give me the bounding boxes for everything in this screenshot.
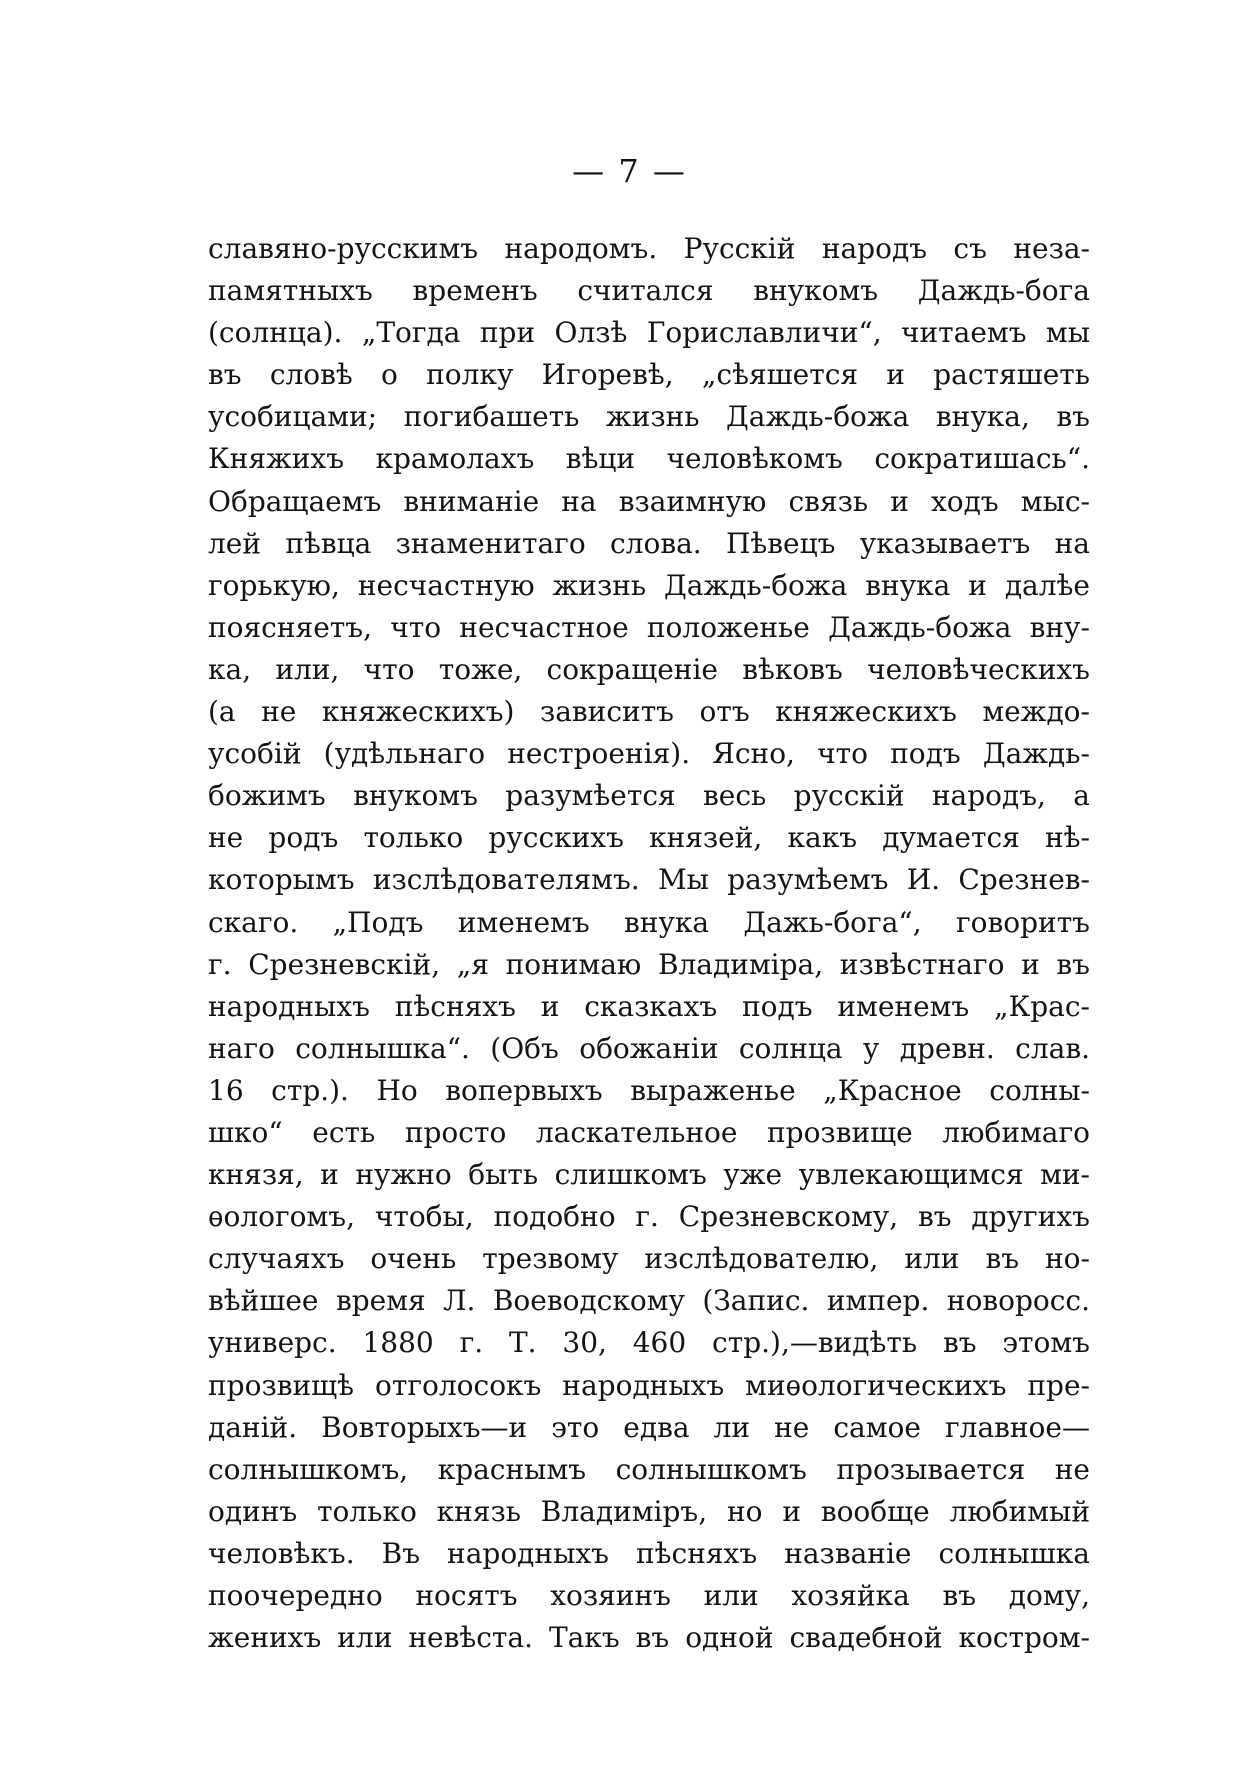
text-line: наго солнышка“. (Объ обожаніи солнца у древн. слав.	[208, 1031, 1090, 1065]
text-line: Княжихъ крамолахъ вѣци человѣкомъ сократишась“.	[208, 442, 1090, 476]
text-line: народныхъ пѣсняхъ и сказкахъ подъ именемъ „Крас-	[208, 989, 1090, 1023]
text-line: усобицами; погибашеть жизнь Даждь-божа внука, въ	[208, 400, 1090, 434]
text-line: лей пѣвца знаменитаго слова. Пѣвецъ указываетъ на	[208, 526, 1090, 560]
text-line: горькую, несчастную жизнь Даждь-божа внука и далѣе	[208, 568, 1090, 602]
text-line: которымъ изслѣдователямъ. Мы разумѣемъ И. Срезнев-	[208, 863, 1090, 897]
text-line: Обращаемъ вниманіе на взаимную связь и ходъ мыс-	[208, 484, 1090, 518]
text-line: (а не княжескихъ) зависитъ отъ княжескихъ междо-	[208, 695, 1090, 729]
text-line: ѳологомъ, чтобы, подобно г. Срезневскому, въ другихъ	[208, 1200, 1090, 1234]
text-line: не родъ только русскихъ князей, какъ думается нѣ-	[208, 821, 1090, 855]
text-line: одинъ только князь Владиміръ, но и вообще любимый	[208, 1494, 1090, 1528]
text-line: въ словѣ о полку Игоревѣ, „сѣяшется и растяшеть	[208, 358, 1090, 392]
text-line: поочередно носятъ хозяинъ или хозяйка въ дому,	[208, 1579, 1090, 1612]
text-line: даній. Вовторыхъ—и это едва ли не самое главное—	[208, 1410, 1090, 1444]
text-line: вѣйшее время Л. Воеводскому (Запис. импер. новоросс.	[208, 1284, 1090, 1318]
text-line: прозвищѣ отголосокъ народныхъ миѳологическихъ пре-	[208, 1368, 1090, 1402]
text-line: божимъ внукомъ разумѣется весь русскій народъ, а	[208, 779, 1090, 813]
text-line: усобій (удѣльнаго нестроенія). Ясно, что подъ Даждь-	[208, 737, 1090, 771]
page-number: — 7 —	[572, 152, 687, 190]
text-line: г. Срезневскій, „я понимаю Владиміра, извѣстнаго и въ	[208, 947, 1090, 981]
text-line: случаяхъ очень трезвому изслѣдователю, или въ но-	[208, 1242, 1090, 1276]
text-line: (солнца). „Тогда при Олзѣ Гориславличи“, читаемъ мы	[208, 316, 1090, 350]
text-line: человѣкъ. Въ народныхъ пѣсняхъ названіе солнышка	[208, 1536, 1090, 1570]
text-line: памятныхъ временъ считался внукомъ Даждь-бога	[208, 274, 1090, 308]
text-line: поясняетъ, что несчастное положенье Даждь-божа вну-	[208, 610, 1090, 644]
text-line: универс. 1880 г. Т. 30, 460 стр.),—видѣть въ этомъ	[208, 1326, 1090, 1360]
text-line: солнышкомъ, краснымъ солнышкомъ прозывается не	[208, 1452, 1090, 1486]
text-line: скаго. „Подъ именемъ внука Дажь-бога“, говоритъ	[208, 905, 1090, 939]
text-line: шко“ есть просто ласкательное прозвище любимаго	[208, 1115, 1090, 1149]
text-line: 16 стр.). Но вопервыхъ выраженье „Красное солны-	[208, 1073, 1090, 1107]
text-line: ка, или, что тоже, сокращеніе вѣковъ человѣческихъ	[208, 652, 1090, 686]
text-line: князя, и нужно быть слишкомъ уже увлекающимся ми-	[208, 1158, 1090, 1192]
text-line: женихъ или невѣста. Такъ въ одной свадебной костром-	[208, 1621, 1090, 1655]
text-line: славяно-русскимъ народомъ. Русскій народъ съ неза-	[208, 232, 1090, 265]
body-text	[208, 228, 1090, 1659]
